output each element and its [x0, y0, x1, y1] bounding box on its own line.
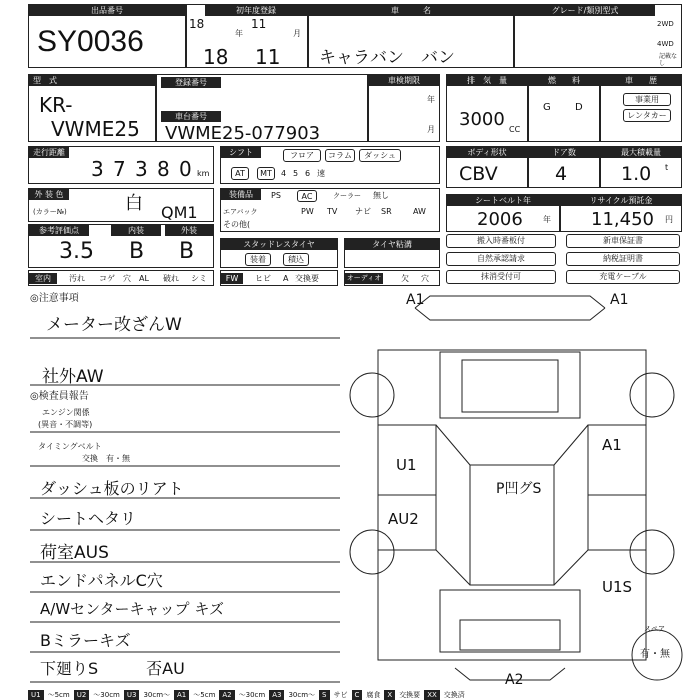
opt-warranty: 新車保証書 — [566, 234, 680, 248]
legend-key-c: C — [352, 690, 363, 700]
caution-line-2: 社外AW — [42, 367, 104, 387]
inspection-tsuki: 月 — [427, 125, 435, 134]
opt-charge-cable: 充電ケーブル — [566, 270, 680, 284]
mileage-digit-5: 0 — [179, 157, 192, 181]
room-label: 室内 — [29, 273, 57, 284]
history-business: 事業用 — [623, 93, 671, 106]
legend-val-xx: 交換済 — [443, 691, 465, 699]
room-stain: シミ — [191, 274, 207, 283]
spare-value: 有・無 — [640, 649, 670, 660]
mark-a1-front-right: A1 — [610, 292, 629, 308]
equip-airbag: エアバック — [223, 208, 258, 216]
body-shape-value: CBV — [459, 163, 498, 185]
doors-value: 4 — [555, 163, 568, 185]
legend-key-x: X — [384, 690, 395, 700]
damage-legend — [28, 690, 700, 700]
color-value: 白 — [125, 193, 143, 214]
opt-approval: 自然承認請求 — [446, 252, 556, 266]
mark-p-roof: P凹グS — [496, 481, 542, 497]
spare-label: スペア — [644, 625, 665, 633]
legend-key-a1: A1 — [174, 690, 189, 700]
reg-year-nen: 年 — [235, 29, 243, 38]
seatbelt-unit: 年 — [543, 215, 551, 224]
legend-key-u3: U3 — [124, 690, 140, 700]
shift-5: 5 — [293, 169, 299, 178]
load-unit: t — [665, 163, 669, 172]
fw-replace: 交換要 — [295, 274, 319, 283]
first-registration-label: 初年度登録 — [205, 5, 307, 16]
car-name-label: 車 名 — [309, 5, 513, 16]
opt-plate: 搬入時番板付 — [446, 234, 556, 248]
drive-none: 記載なし — [659, 53, 678, 67]
lot-value: SY0036 — [37, 25, 144, 58]
recycle-label: リサイクル預託金 — [561, 195, 681, 206]
displacement-value: 3000 — [459, 109, 505, 130]
shift-4: 4 — [281, 169, 287, 178]
report-line-2: シートヘタリ — [40, 509, 137, 528]
legend-key-xx: XX — [424, 690, 440, 700]
equip-other: その他( — [223, 220, 251, 229]
recycle-value: 11,450 — [591, 209, 654, 230]
drive-4wd: 4WD — [657, 40, 674, 48]
timing-label: タイミングベルト — [38, 442, 102, 451]
shift-speed: 速 — [317, 169, 325, 178]
tire-label: タイヤ粘溝 — [345, 239, 439, 250]
legend-key-a2: A2 — [219, 690, 234, 700]
fw-crack: ヒビ — [255, 274, 271, 283]
studless-fitted: 装着 — [245, 253, 271, 266]
reg-year-hand-top: 18 — [189, 17, 205, 31]
model-label: 型 式 — [29, 75, 155, 86]
fuel-g: G — [543, 102, 551, 113]
equip-cooler: クーラー — [333, 192, 361, 200]
load-value: 1.0 — [621, 163, 652, 185]
legend-val-c: 腐食 — [366, 691, 381, 699]
shift-6: 6 — [305, 169, 311, 178]
model-value-2: VWME25 — [51, 117, 140, 141]
mark-u1s-right-rear: U1S — [602, 578, 633, 596]
shift-column: コラム — [325, 149, 355, 162]
mark-u1-left-door: U1 — [396, 456, 417, 474]
timing-sub: 交換 有・無 — [82, 454, 130, 463]
report-line-4: エンドパネルC穴 — [40, 571, 163, 590]
reg-month-hand-top: 11 — [251, 17, 267, 31]
grade-label: グレード/類別型式 — [515, 5, 655, 16]
body-shape-label: ボディ形状 — [447, 147, 527, 158]
legend-val-a1: 〜5cm — [193, 691, 216, 699]
interior-label: 内装 — [111, 225, 161, 236]
chassis-label: 車台番号 — [161, 111, 221, 122]
legend-key-a3: A3 — [269, 690, 284, 700]
room-burn: コゲ — [99, 274, 115, 283]
legend-key-s: S — [319, 690, 329, 700]
fuel-label: 燃 料 — [529, 75, 599, 86]
reg-number-label: 登録番号 — [161, 77, 221, 88]
fw-a: A — [283, 274, 289, 283]
report-line-6: Bミラーキズ — [40, 631, 131, 650]
exterior-label: 外装 — [165, 225, 213, 236]
equip-navi: ナビ — [355, 207, 371, 216]
shift-dash: ダッシュ — [359, 149, 401, 162]
equip-ps: PS — [271, 191, 281, 200]
fw-label: FW — [221, 273, 243, 284]
legend-val-u3: 30cm〜 — [143, 691, 171, 699]
equip-aw: AW — [413, 207, 426, 216]
mark-a2-rear: A2 — [505, 672, 524, 688]
legend-val-a3: 30cm〜 — [288, 691, 316, 699]
recycle-unit: 円 — [665, 215, 673, 224]
room-al: AL — [139, 274, 149, 283]
opt-cancel: 抹消受付可 — [446, 270, 556, 284]
fuel-d: D — [575, 102, 583, 113]
mark-a1-front-left: A1 — [406, 292, 425, 308]
score-label: 参考評価点 — [29, 225, 89, 236]
engine-label-1: エンジン関係 — [42, 408, 90, 417]
mileage-label: 走行距離 — [29, 147, 69, 158]
exterior-value: B — [179, 239, 195, 264]
legend-val-s: サビ — [333, 691, 348, 699]
lot-label: 出品番号 — [29, 5, 185, 16]
equip-tv: TV — [327, 207, 338, 216]
model-value-1: KR- — [39, 93, 73, 117]
mileage-digit-3: 3 — [135, 157, 148, 181]
equipment-label: 装備品 — [221, 189, 261, 200]
legend-val-u1: 〜5cm — [47, 691, 70, 699]
color-label: 外 装 色 — [29, 189, 69, 200]
audio-label: オーディオ — [346, 274, 382, 282]
legend-val-u2: 〜30cm — [93, 691, 120, 699]
caution-title: ◎注意事項 — [30, 293, 79, 304]
equip-ac: AC — [297, 190, 317, 202]
history-rental: レンタカー — [623, 109, 671, 122]
displacement-unit: CC — [509, 125, 521, 134]
shift-mt: MT — [257, 167, 275, 180]
room-tear: 破れ — [163, 274, 179, 283]
mark-au2-left-slide: AU2 — [388, 510, 419, 528]
displacement-label: 排 気 量 — [447, 75, 527, 86]
equip-sr: SR — [381, 207, 392, 216]
doors-label: ドア数 — [529, 147, 599, 158]
studless-label: スタッドレスタイヤ — [221, 239, 337, 250]
mileage-digit-4: 8 — [157, 157, 170, 181]
car-name-value: キャラバン バン — [319, 48, 455, 68]
seatbelt-value: 2006 — [477, 209, 523, 230]
seatbelt-label: シートベルト年 — [447, 195, 559, 206]
legend-key-u1: U1 — [28, 690, 44, 700]
history-label: 車 歴 — [601, 75, 681, 86]
engine-label-2: (異音・不調等) — [38, 420, 93, 429]
score-value: 3.5 — [59, 239, 94, 264]
load-label: 最大積載量 — [601, 147, 681, 158]
mileage-digit-2: 7 — [113, 157, 126, 181]
room-hole: 穴 — [123, 274, 131, 283]
opt-tax: 納税証明書 — [566, 252, 680, 266]
legend-val-x: 交換要 — [399, 691, 421, 699]
legend-key-u2: U2 — [74, 690, 90, 700]
equip-none: 無し — [373, 191, 389, 200]
report-line-5: A/Wセンターキャップ キズ — [40, 600, 225, 618]
color-sub: (カラー№) — [33, 208, 67, 216]
color-code: QM1 — [161, 203, 198, 222]
interior-value: B — [129, 239, 145, 264]
inspection-label: 車検期限 — [369, 75, 439, 86]
audio-missing: 欠 — [401, 274, 409, 283]
mileage-unit: km — [197, 169, 210, 178]
inspector-title: ◎検査員報告 — [30, 391, 89, 402]
drive-2wd: 2WD — [657, 20, 674, 28]
studless-loaded: 積込 — [283, 253, 309, 266]
room-dirt: 汚れ — [69, 274, 85, 283]
audio-hole: 穴 — [421, 274, 429, 283]
shift-at: AT — [231, 167, 249, 180]
mileage-digit-1: 3 — [91, 157, 104, 181]
caution-line-1: メーター改ざんW — [46, 315, 182, 335]
shift-floor: フロア — [283, 149, 321, 162]
equip-pw: PW — [301, 207, 314, 216]
inspection-nen: 年 — [427, 95, 435, 104]
reg-month-hand: 11 — [255, 45, 281, 69]
report-line-3: 荷室AUS — [40, 543, 109, 563]
report-line-7: 下廻りS 否AU — [40, 659, 185, 678]
shift-label: シフト — [221, 147, 261, 158]
reg-month-tsuki: 月 — [293, 29, 301, 38]
reg-year-hand: 18 — [203, 45, 229, 69]
chassis-value: VWME25-077903 — [165, 123, 321, 144]
legend-val-a2: 〜30cm — [238, 691, 266, 699]
mark-a1-right-door: A1 — [602, 436, 622, 454]
report-line-1: ダッシュ板のリアト — [40, 479, 184, 498]
